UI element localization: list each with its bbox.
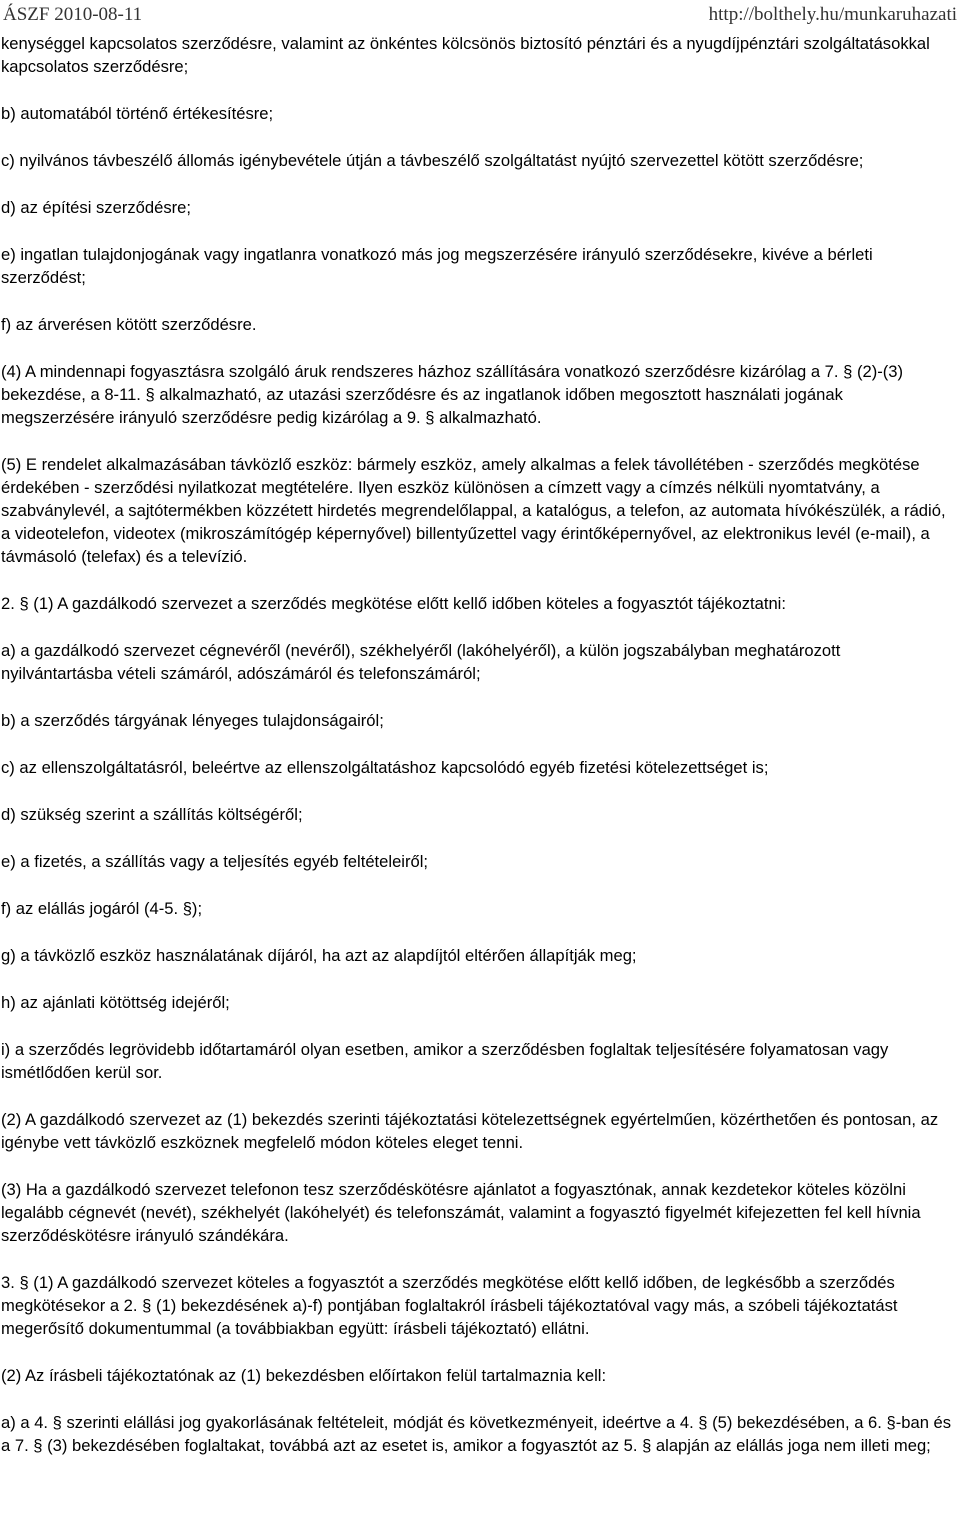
paragraph: a) a gazdálkodó szervezet cégnevéről (nevéről), székhelyéről (lakóhelyéről), a külön jogszabályban meghatározott nyilvántartásba vételi számáról, adószámáról és telefonszámáról; bbox=[1, 641, 841, 683]
paragraph: 2. § (1) A gazdálkodó szervezet a szerződés megkötése előtt kellő időben köteles a fogyasztót tájékoztatni: bbox=[1, 594, 786, 613]
paragraph: b) a szerződés tárgyának lényeges tulajdonságairól; bbox=[1, 711, 384, 730]
paragraph: a) a 4. § szerinti elállási jog gyakorlásának feltételeit, módját és következményeit, ideértve a 4. § (5) bekezdésében, a 6. §-ban és a 7. § (3) bekezdésében foglaltakat, továbbá azt az esetet is, amikor a fogyasztót az 5. § alapján az elállás joga nem illeti meg; bbox=[1, 1413, 952, 1455]
paragraph: 3. § (1) A gazdálkodó szervezet köteles a fogyasztót a szerződés megkötése előtt kellő időben, de legkésőbb a szerződés megkötésekor a 2. § (1) bekezdésének a)-f) pontjában foglaltakról írásbeli tájékoztatóval vagy más, a szóbeli tájékoztatást megerősítő dokumentummal (a továbbiakban együtt: írásbeli tájékoztató) ellátni. bbox=[1, 1273, 898, 1338]
paragraph: i) a szerződés legrövidebb időtartamáról olyan esetben, amikor a szerződésben foglaltak teljesítésére folyamatosan vagy ismétlődően kerül sor. bbox=[1, 1040, 889, 1082]
paragraph: c) nyilvános távbeszélő állomás igénybevétele útján a távbeszélő szolgáltatást nyújtó szervezettel kötött szerződésre; bbox=[1, 151, 864, 170]
document-title: ÁSZF 2010-08-11 bbox=[3, 4, 143, 25]
paragraph: e) a fizetés, a szállítás vagy a teljesítés egyéb feltételeiről; bbox=[1, 852, 429, 871]
paragraph: kenységgel kapcsolatos szerződésre, valamint az önkéntes kölcsönös biztosító pénztári és a nyugdíjpénztári szolgáltatásokkal kapcsolatos szerződésre; bbox=[1, 34, 930, 76]
paragraph: h) az ajánlati kötöttség idejéről; bbox=[1, 993, 230, 1012]
paragraph: g) a távközlő eszköz használatának díjáról, ha azt az alapdíjtól eltérően állapítják meg; bbox=[1, 946, 637, 965]
paragraph: (4) A mindennapi fogyasztásra szolgáló áruk rendszeres házhoz szállítására vonatkozó szerződésre kizárólag a 7. § (2)-(3) bekezdése, a 8-11. § alkalmazható, az utazási szerződésre és az ingatlanok időben megosztott használati jogának megszerzésére irányuló szerződésre pedig kizárólag a 9. § alkalmazható. bbox=[1, 362, 904, 427]
paragraph: f) az elállás jogáról (4-5. §); bbox=[1, 899, 203, 918]
paragraph: c) az ellenszolgáltatásról, beleértve az ellenszolgáltatáshoz kapcsolódó egyéb fizetési kötelezettséget is; bbox=[1, 758, 769, 777]
paragraph: (2) Az írásbeli tájékoztatónak az (1) bekezdésben előírtakon felül tartalmaznia kell: bbox=[1, 1366, 607, 1385]
paragraph: (3) Ha a gazdálkodó szervezet telefonon tesz szerződéskötésre ajánlatot a fogyasztónak, annak kezdetekor köteles közölni legalább cégnevét (nevét), székhelyét (lakóhelyét) és telefonszámát, valamint a fogyasztó figyelmét kifejezetten fel kell hívnia szerződéskötésre irányuló szándékára. bbox=[1, 1180, 921, 1245]
paragraph: b) automatából történő értékesítésre; bbox=[1, 104, 274, 123]
paragraph: f) az árverésen kötött szerződésre. bbox=[1, 315, 257, 334]
source-url: http://bolthely.hu/munkaruhazati bbox=[708, 4, 957, 25]
paragraph: e) ingatlan tulajdonjogának vagy ingatlanra vonatkozó más jog megszerzésére irányuló szerződésekre, kivéve a bérleti szerződést; bbox=[1, 245, 873, 287]
paragraph: (2) A gazdálkodó szervezet az (1) bekezdés szerinti tájékoztatási kötelezettségnek egyértelműen, közérthetően és pontosan, az igénybe vett távközlő eszköznek megfelelő módon köteles eleget tenni. bbox=[1, 1110, 939, 1152]
page-header bbox=[0, 0, 960, 30]
document-body bbox=[1, 32, 953, 1481]
paragraph: (5) E rendelet alkalmazásában távközlő eszköz: bármely eszköz, amely alkalmas a felek távollétében - szerződés megkötése érdekében - szerződési nyilatkozat megtételére. Ilyen eszköz különösen a címzett vagy a címzés nélküli nyomtatvány, a szabványlevél, a sajtótermékben közzétett hirdetés megrendelőlappal, a katalógus, a telefon, az automata hívókészülék, a rádió, a videotelefon, videotex (mikroszámítógép képernyővel) billentyűzettel vagy érintőképernyővel, az elektronikus levél (e-mail), a távmásoló (telefax) és a televízió. bbox=[1, 455, 946, 566]
paragraph: d) az építési szerződésre; bbox=[1, 198, 191, 217]
paragraph: d) szükség szerint a szállítás költségéről; bbox=[1, 805, 303, 824]
